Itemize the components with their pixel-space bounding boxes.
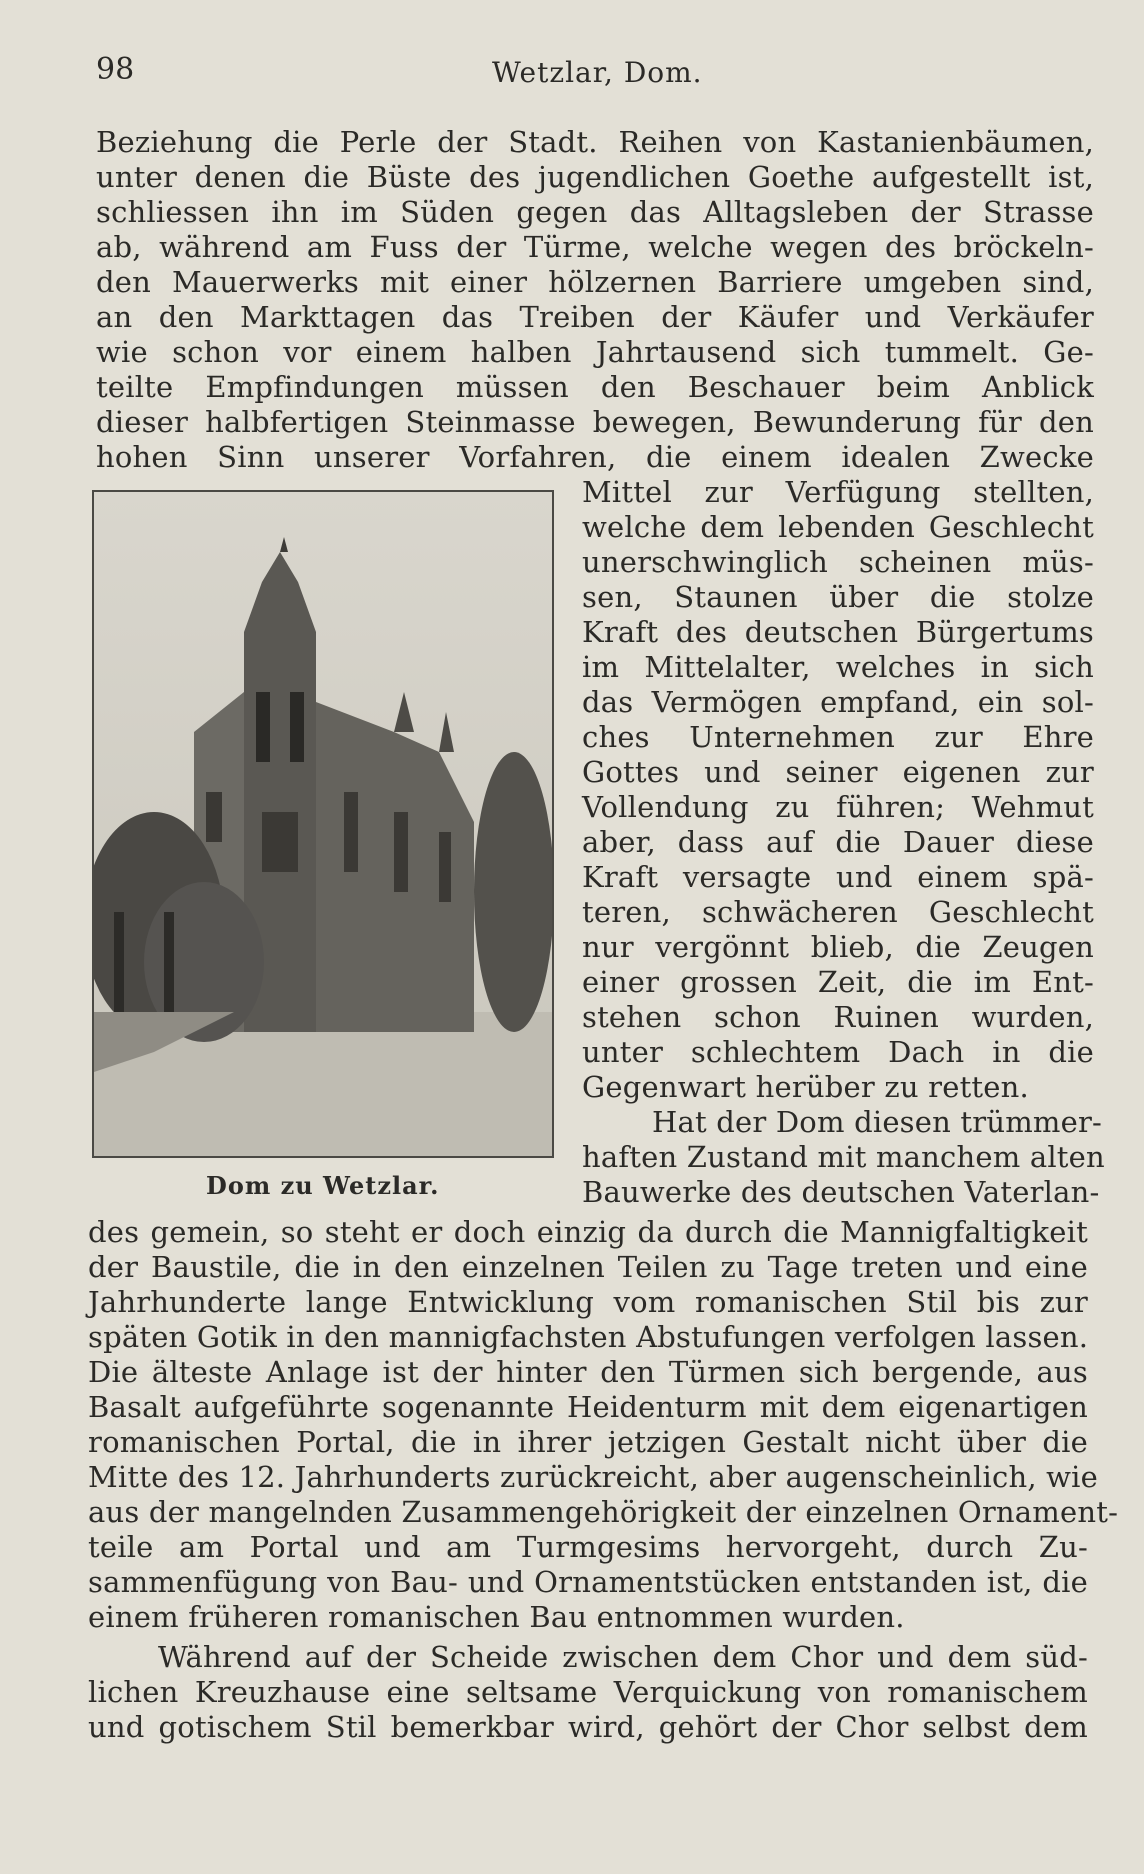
- text-line: aus der mangelnden Zusammengehörigkeit der einzelnen Ornament-: [88, 1495, 1119, 1529]
- text-line: ab, während am Fuss der Türme, welche wegen des bröckeln-: [96, 230, 1094, 264]
- text-line: Mittel zur Verfügung stellten,: [582, 475, 1094, 509]
- text-line: unter denen die Büste des jugendlichen Goethe aufgestellt ist,: [96, 160, 1094, 194]
- text-line: dieser halbfertigen Steinmasse bewegen, Bewunderung für den: [96, 405, 1094, 439]
- text-line: das Vermögen empfand, ein sol-: [582, 685, 1094, 719]
- text-line: Beziehung die Perle der Stadt. Reihen von Kastanienbäumen,: [96, 125, 1094, 159]
- text-line: schliessen ihn im Süden gegen das Alltagsleben der Strasse: [96, 195, 1094, 229]
- text-line: nur vergönnt blieb, die Zeugen: [582, 930, 1094, 964]
- text-line: Gegenwart herüber zu retten.: [582, 1070, 1029, 1104]
- text-line: stehen schon Ruinen wurden,: [582, 1000, 1094, 1034]
- text-line: Kraft des deutschen Bürgertums: [582, 615, 1094, 649]
- text-line: Während auf der Scheide zwischen dem Chor und dem süd-: [158, 1640, 1088, 1674]
- text-line: einer grossen Zeit, die im Ent-: [582, 965, 1094, 999]
- text-line: lichen Kreuzhause eine seltsame Verquickung von romanischem: [88, 1675, 1088, 1709]
- page-number: 98: [96, 52, 135, 87]
- text-line: Basalt aufgeführte sogenannte Heidenturm mit dem eigenartigen: [88, 1390, 1088, 1424]
- text-line: im Mittelalter, welches in sich: [582, 650, 1094, 684]
- text-line: späten Gotik in den mannigfachsten Abstufungen verfolgen lassen.: [88, 1320, 1089, 1354]
- text-line: Bauwerke des deutschen Vaterlan-: [582, 1175, 1100, 1209]
- text-line: einem früheren romanischen Bau entnommen wurden.: [88, 1600, 905, 1634]
- text-line: sen, Staunen über die stolze: [582, 580, 1094, 614]
- text-line: Gottes und seiner eigenen zur: [582, 755, 1094, 789]
- text-line: wie schon vor einem halben Jahrtausend sich tummelt. Ge-: [96, 335, 1094, 369]
- text-line: und gotischem Stil bemerkbar wird, gehört der Chor selbst dem: [88, 1710, 1088, 1744]
- text-line: ches Unternehmen zur Ehre: [582, 720, 1094, 754]
- figure-caption: Dom zu Wetzlar.: [206, 1171, 440, 1200]
- text-line: Vollendung zu führen; Wehmut: [582, 790, 1094, 824]
- text-line: den Mauerwerks mit einer hölzernen Barriere umgeben sind,: [96, 265, 1094, 299]
- text-line: Mitte des 12. Jahrhunderts zurückreicht, aber augenscheinlich, wie: [88, 1460, 1099, 1494]
- text-line: der Baustile, die in den einzelnen Teilen zu Tage treten und eine: [88, 1250, 1088, 1284]
- text-line: unter schlechtem Dach in die: [582, 1035, 1094, 1069]
- text-line: welche dem lebenden Geschlecht: [582, 510, 1094, 544]
- text-line: an den Markttagen das Treiben der Käufer und Verkäufer: [96, 300, 1094, 334]
- cathedral-photo: [92, 490, 554, 1158]
- text-line: Kraft versagte und einem spä-: [582, 860, 1094, 894]
- text-line: teilte Empfindungen müssen den Beschauer beim Anblick: [96, 370, 1094, 404]
- running-header: Wetzlar, Dom.: [492, 56, 703, 89]
- cathedral-illustration: [94, 492, 552, 1156]
- text-line: unerschwinglich scheinen müs-: [582, 545, 1094, 579]
- text-line: aber, dass auf die Dauer diese: [582, 825, 1094, 859]
- text-line: Die älteste Anlage ist der hinter den Türmen sich bergende, aus: [88, 1355, 1088, 1389]
- text-line: teren, schwächeren Geschlecht: [582, 895, 1094, 929]
- text-line: haften Zustand mit manchem alten: [582, 1140, 1105, 1174]
- text-line: hohen Sinn unserer Vorfahren, die einem idealen Zwecke: [96, 440, 1094, 474]
- text-line: Hat der Dom diesen trümmer-: [652, 1105, 1103, 1139]
- text-line: Jahrhunderte lange Entwicklung vom romanischen Stil bis zur: [88, 1285, 1088, 1319]
- text-line: sammenfügung von Bau- und Ornamentstücken entstanden ist, die: [88, 1565, 1088, 1599]
- text-line: teile am Portal und am Turmgesims hervorgeht, durch Zu-: [88, 1530, 1088, 1564]
- text-line: des gemein, so steht er doch einzig da durch die Mannigfaltigkeit: [88, 1215, 1088, 1249]
- text-line: romanischen Portal, die in ihrer jetzigen Gestalt nicht über die: [88, 1425, 1088, 1459]
